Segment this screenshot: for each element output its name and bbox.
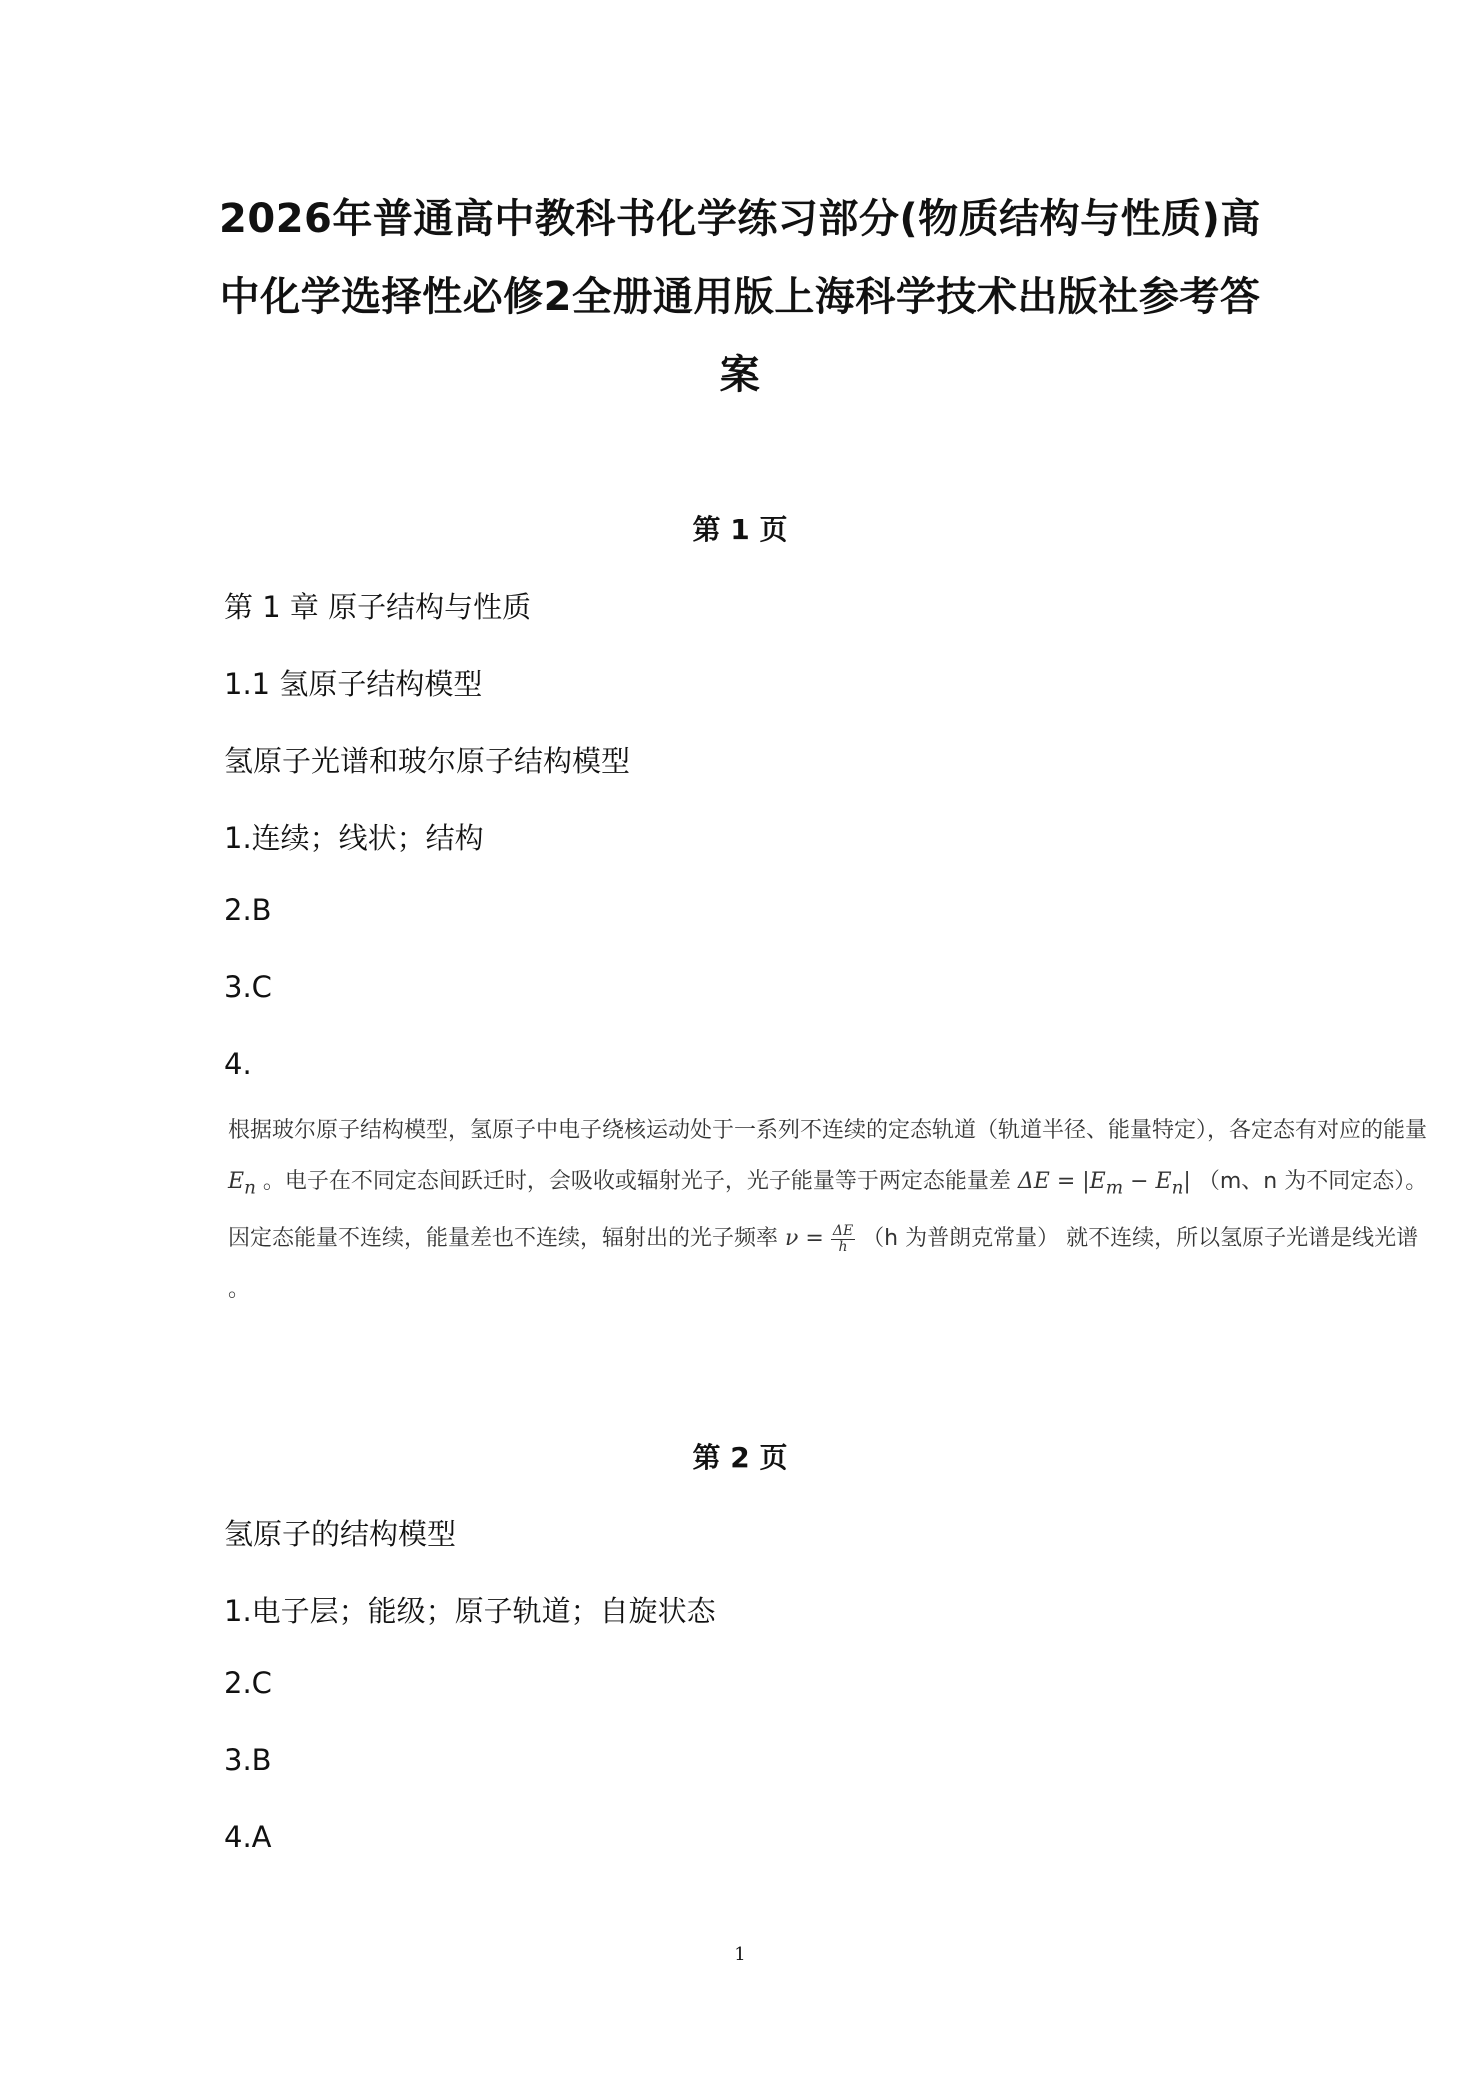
page-2-subsection: 氢原子的结构模型 bbox=[224, 1517, 457, 1551]
answer-1: 1.连续；线状；结构 bbox=[224, 821, 484, 855]
explanation-part-2: 。电子在不同定态间跃迁时，会吸收或辐射光子，光子能量等于两定态能量差 bbox=[262, 1169, 1011, 1194]
frequency-fraction: $\frac{\Delta E}{h}$ bbox=[832, 1222, 854, 1255]
section-heading: 1.1 氢原子结构模型 bbox=[224, 667, 483, 701]
title-line-2: 中化学选择性必修2全册通用版上海科学技术出版社参考答 bbox=[219, 274, 1261, 320]
answer-3: 3.C bbox=[224, 970, 272, 1004]
chapter-heading: 第 1 章 原子结构与性质 bbox=[224, 590, 532, 624]
energy-symbol: $E_n$ bbox=[228, 1169, 256, 1199]
title-line-3: 案 bbox=[719, 352, 761, 398]
explanation-part-4: （h 为普朗克常量） 就不连续，所以氢原子光谱是线光谱 。 bbox=[228, 1226, 1419, 1303]
answer-4: 4. bbox=[224, 1047, 252, 1081]
subsection-heading: 氢原子光谱和玻尔原子结构模型 bbox=[224, 744, 631, 778]
page-2-answer-1: 1.电子层；能级；原子轨道；自旋状态 bbox=[224, 1594, 716, 1628]
page-number: 1 bbox=[734, 1944, 746, 1965]
page-2-answer-3: 3.B bbox=[224, 1743, 272, 1777]
page-2-answer-4: 4.A bbox=[224, 1820, 272, 1854]
energy-difference-formula: $\Delta E = |E_m - E_n|$ bbox=[1017, 1169, 1191, 1199]
explanation-part-3: （m、n 为不同定态）。因定态能量不连续，能量差也不连续，辐射出的光子频率 bbox=[228, 1169, 1428, 1252]
answer-4-explanation bbox=[228, 1105, 1438, 1315]
title-line-1: 2026年普通高中教科书化学练习部分(物质结构与性质)高 bbox=[219, 196, 1261, 242]
page-2-answer-2: 2.C bbox=[224, 1666, 272, 1700]
document-title bbox=[210, 180, 1270, 414]
page-1-heading: 第 1 页 bbox=[692, 513, 788, 546]
page-2-heading: 第 2 页 bbox=[692, 1441, 788, 1474]
frequency-symbol: ν = bbox=[785, 1226, 824, 1252]
explanation-part-1: 根据玻尔原子结构模型，氢原子中电子绕核运动处于一系列不连续的定态轨道（轨道半径、能量特定），各定态有对应的能量 bbox=[228, 1118, 1428, 1143]
answer-2: 2.B bbox=[224, 893, 272, 927]
